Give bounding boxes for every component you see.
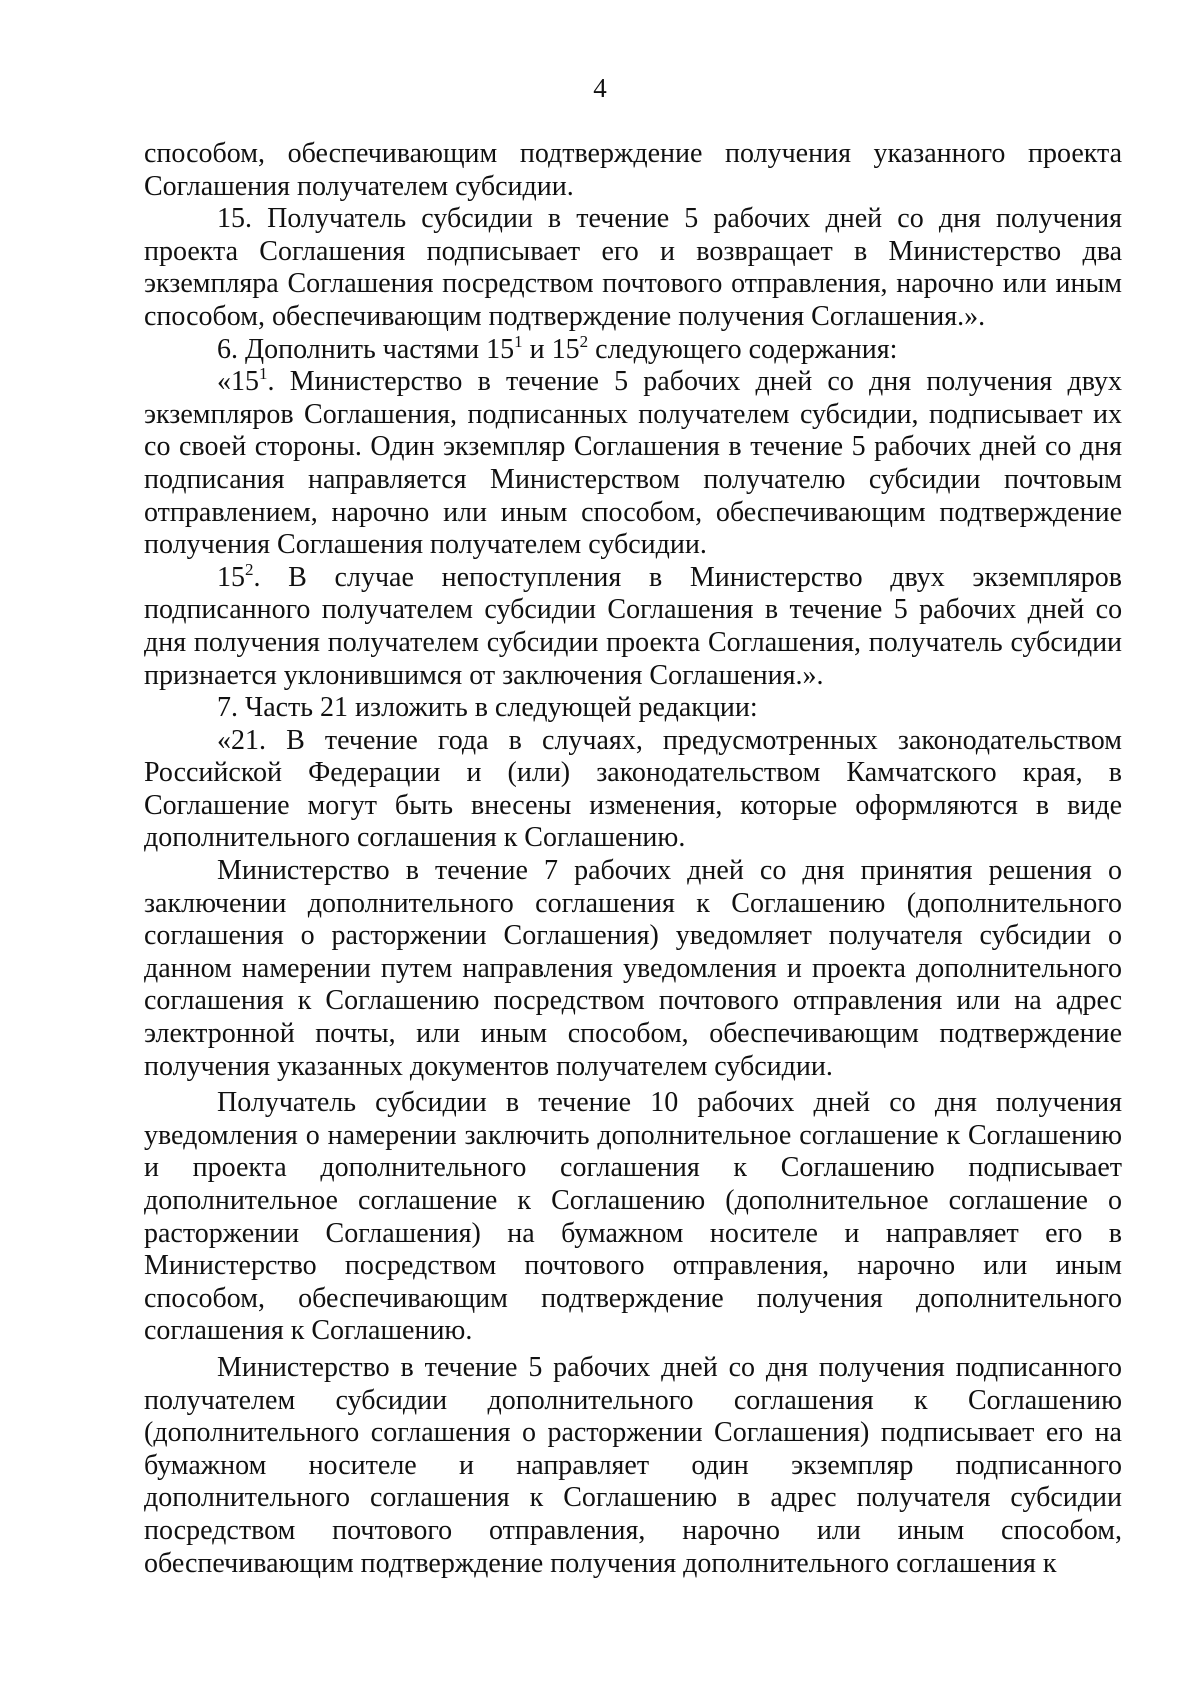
paragraph-part-21: «21. В течение года в случаях, предусмотренных законодательством Российской Федерации и (или) законодательством Камчатского края, в Соглашение могут быть внесены изменения, которые оформляются в виде дополнительного соглашения к Соглашению. (144, 724, 1122, 854)
page-number: 4 (593, 73, 607, 103)
superscript-number: 2 (245, 559, 254, 579)
paragraph-amendment-7: 7. Часть 21 изложить в следующей редакции: (217, 692, 758, 724)
superscript-number: 1 (514, 331, 523, 351)
paragraph-part-15-1: «$15^1$. Министерство в течение 5 рабочих дней со дня получения двух экземпляров Соглашения, подписанных получателем субсидии, подписывает их со своей стороны. Один экземпляр Соглашения в течение 5 рабочих дней со дня подписания направляется Министерством получателю субсидии почтовым отправлением, нарочно или иным способом, обеспечивающим подтверждение получения Соглашения получателем субсидии. (144, 364, 1123, 561)
document-body (144, 138, 1122, 1580)
paragraph-part-15-2: $15^2$. В случае непоступления в Министерство двух экземпляров подписанного получателем субсидии Соглашения в течение 5 рабочих дней со дня получения получателем субсидии проекта Соглашения, получатель субсидии признается уклонившимся от заключения Соглашения.». (144, 559, 1123, 691)
paragraph-amendment-6: 6. Дополнить частями $15^1$ и $15^2$ следующего содержания: (217, 331, 898, 365)
paragraph-ministry-notice: Министерство в течение 7 рабочих дней со дня принятия решения о заключении дополнительного соглашения к Соглашению (дополнительного соглашения о расторжении Соглашения) уведомляет получателя субсидии о данном намерении путем направления уведомления и проекта дополнительного соглашения к Соглашению посредством почтового отправления или на адрес электронной почты, или иным способом, обеспечивающим подтверждение получения указанных документов получателем субсидии. (144, 855, 1122, 1082)
paragraph-recipient-signing: Получатель субсидии в течение 10 рабочих дней со дня получения уведомления о намерении заключить дополнительное соглашение к Соглашению и проекта дополнительного соглашения к Соглашению подписывает дополнительное соглашение к Соглашению (дополнительное соглашение о расторжении Соглашения) на бумажном носителе и направляет его в Министерство посредством почтового отправления, нарочно или иным способом, обеспечивающим подтверждение получения дополнительного соглашения к Соглашению. (144, 1087, 1122, 1347)
paragraph-ministry-signing: Министерство в течение 5 рабочих дней со дня получения подписанного получателем субсидии дополнительного соглашения к Соглашению (дополнительного соглашения о расторжении Соглашения) подписывает его на бумажном носителе и направляет один экземпляр подписанного дополнительного соглашения к Соглашению в адрес получателя субсидии посредством почтового отправления, нарочно или иным способом, обеспечивающим подтверждение получения дополнительного соглашения к (144, 1351, 1122, 1579)
paragraph-continuation: способом, обеспечивающим подтверждение получения указанного проекта Соглашения получателем субсидии. (144, 138, 1122, 202)
superscript-number: 1 (259, 364, 268, 384)
superscript-number: 2 (579, 331, 589, 351)
paragraph-part-15: 15. Получатель субсидии в течение 5 рабочих дней со дня получения проекта Соглашения подписывает его и возвращает в Министерство два экземпляра Соглашения посредством почтового отправления, нарочно или иным способом, обеспечивающим подтверждение получения Соглашения.». (144, 203, 1122, 332)
